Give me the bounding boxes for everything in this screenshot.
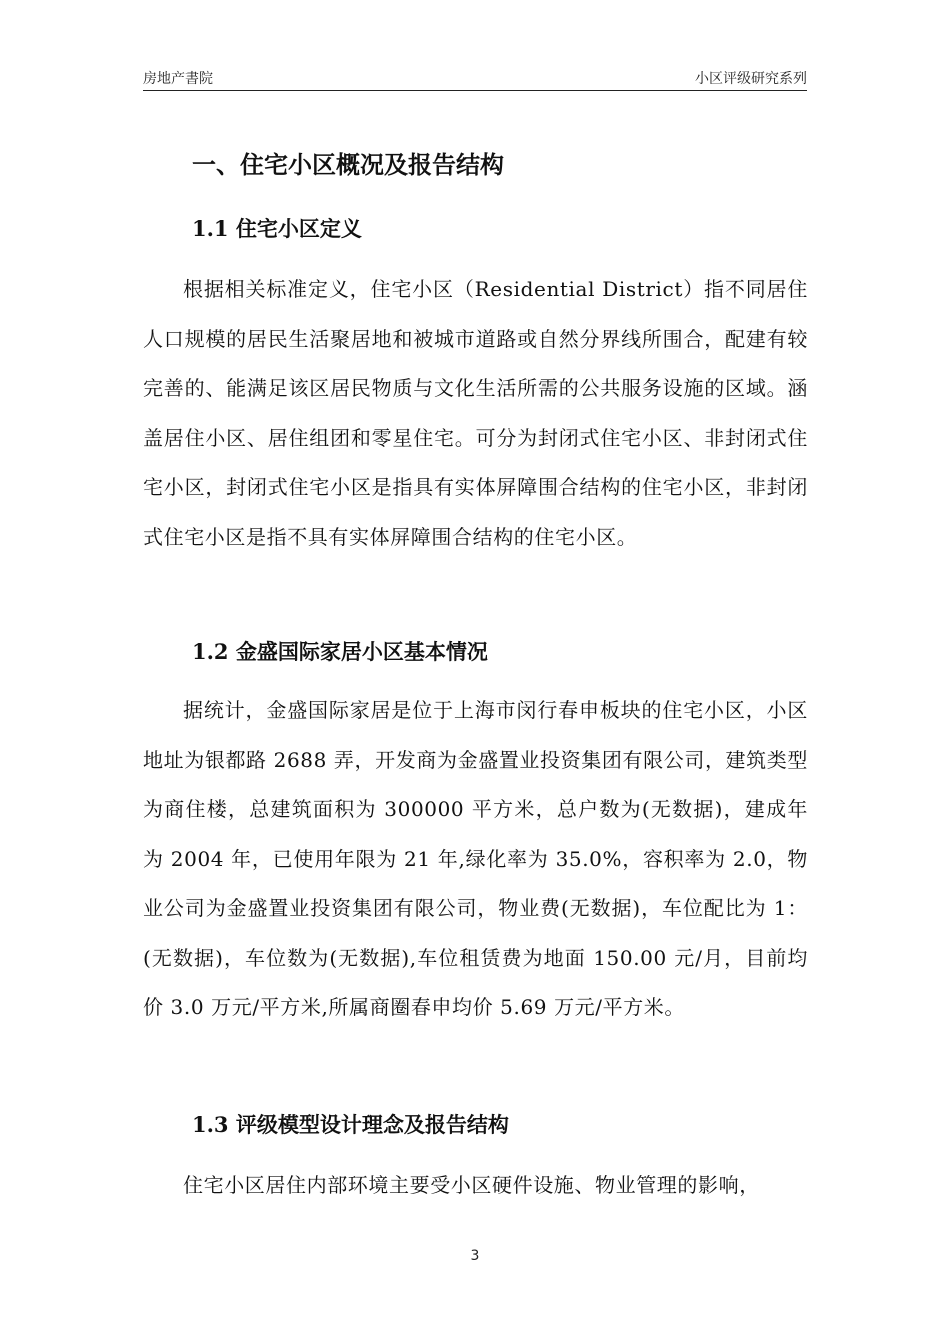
page-header: [143, 66, 807, 91]
chapter-title: 一、住宅小区概况及报告结构: [192, 150, 504, 179]
section-body-1-1: 根据相关标准定义，住宅小区（Residential District）指不同居住人口规模的居民生活聚居地和被城市道路或自然分界线所围合，配建有较完善的、能满足该区居民物质与文化生活所需的公共服务设施的区域。涵盖居住小区、居住组团和零星住宅。可分为封闭式住宅小区、非封闭式住宅小区，封闭式住宅小区是指具有实体屏障围合结构的住宅小区，非封闭式住宅小区是指不具有实体屏障围合结构的住宅小区。: [143, 277, 808, 549]
section-heading-1-3: 1.3 评级模型设计理念及报告结构: [192, 1112, 509, 1137]
section-heading-1-2: 1.2 金盛国际家居小区基本情况: [192, 639, 488, 664]
header-publisher: 房地产書院: [143, 71, 213, 87]
section-body-1-3: 住宅小区居住内部环境主要受小区硬件设施、物业管理的影响，: [183, 1173, 760, 1197]
header-series: 小区评级研究系列: [695, 71, 807, 87]
section-body-1-2: 据统计，金盛国际家居是位于上海市闵行春申板块的住宅小区，小区地址为银都路 2688 弄，开发商为金盛置业投资集团有限公司，建筑类型为商住楼，总建筑面积为 300000 平方米，总户数为(无数据)，建成年为 2004 年，已使用年限为 21 年,绿化率为 35.0%，容积率为 2.0，物业公司为金盛置业投资集团有限公司，物业费(无数据)，车位配比为 1：(无数据)，车位数为(无数据),车位租赁费为地面 150.00 元/月，目前均价 3.0 万元/平方米,所属商圈春申均价 5.69 万元/平方米。: [143, 698, 808, 1019]
section-heading-1-1: 1.1 住宅小区定义: [192, 216, 362, 241]
page-number: 3: [470, 1248, 480, 1264]
